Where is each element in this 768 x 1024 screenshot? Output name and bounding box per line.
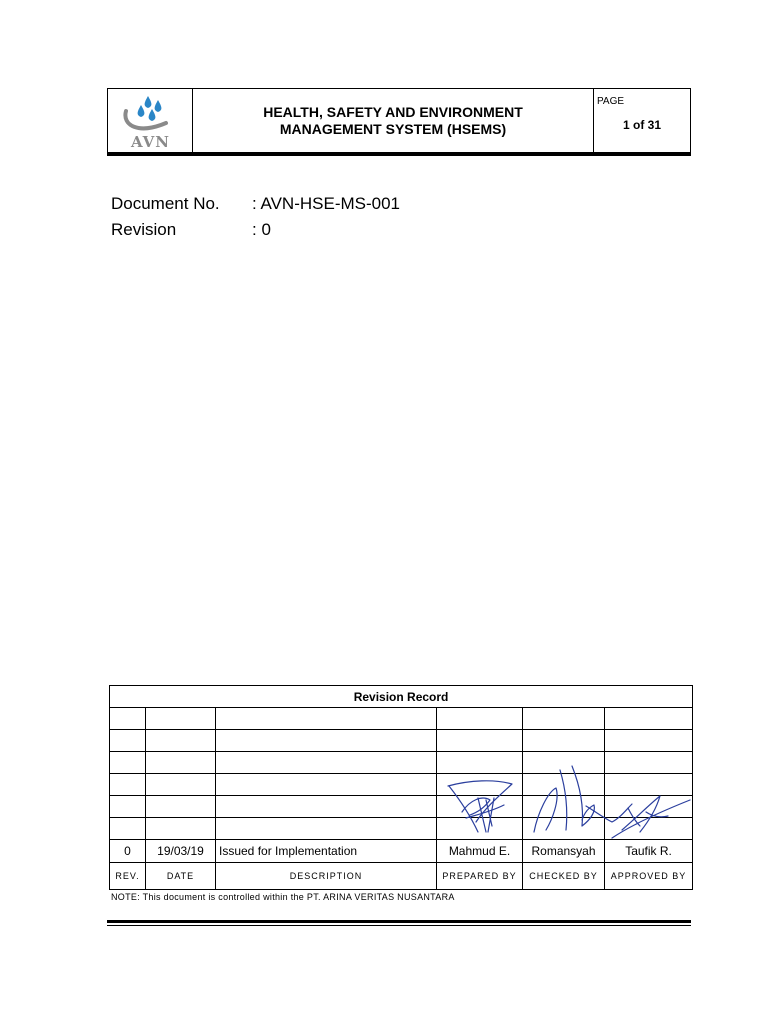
header-rule <box>107 153 691 156</box>
revision-entry-row <box>110 840 693 863</box>
description-cell: Issued for Implementation <box>216 840 437 863</box>
checked-by-cell: Romansyah <box>523 840 605 863</box>
column-label-description: DESCRIPTION <box>216 863 437 890</box>
approved-by-cell: Taufik R. <box>605 840 693 863</box>
column-label-prepared-by: PREPARED BY <box>437 863 523 890</box>
table-row <box>110 730 693 752</box>
column-labels-row <box>110 863 693 890</box>
page-number: 1 of 31 <box>622 118 661 132</box>
footer-rule <box>107 920 691 923</box>
avn-logo-icon <box>108 89 193 153</box>
column-label-approved-by: APPROVED BY <box>605 863 693 890</box>
table-row <box>110 818 693 840</box>
revision-record-table <box>109 685 693 890</box>
table-row <box>110 774 693 796</box>
document-number-value: : AVN-HSE-MS-001 <box>252 194 401 213</box>
footer-rule-thin <box>107 925 691 926</box>
page-label: PAGE <box>597 96 625 107</box>
table-row <box>110 796 693 818</box>
title-line-2: MANAGEMENT SYSTEM (HSEMS) <box>279 120 507 137</box>
title-line-1: HEALTH, SAFETY AND ENVIRONMENT <box>263 103 523 120</box>
revision-record-title: Revision Record <box>110 686 693 708</box>
column-label-checked-by: CHECKED BY <box>523 863 605 890</box>
svg-text:AVN: AVN <box>131 133 170 151</box>
revision-value: : 0 <box>252 220 271 239</box>
table-row <box>110 708 693 730</box>
rev-cell: 0 <box>110 840 146 863</box>
document-header <box>107 88 691 153</box>
prepared-by-cell: Mahmud E. <box>437 840 523 863</box>
column-label-date: DATE <box>146 863 216 890</box>
page-cell <box>594 89 690 152</box>
company-logo <box>108 89 193 152</box>
date-cell: 19/03/19 <box>146 840 216 863</box>
document-number-label: Document No. <box>111 194 220 213</box>
revision-label: Revision <box>111 220 177 239</box>
column-label-rev: REV. <box>110 863 146 890</box>
control-note: NOTE: This document is controlled within the PT. ARINA VERITAS NUSANTARA <box>111 892 455 902</box>
document-title <box>193 89 594 152</box>
table-row <box>110 752 693 774</box>
